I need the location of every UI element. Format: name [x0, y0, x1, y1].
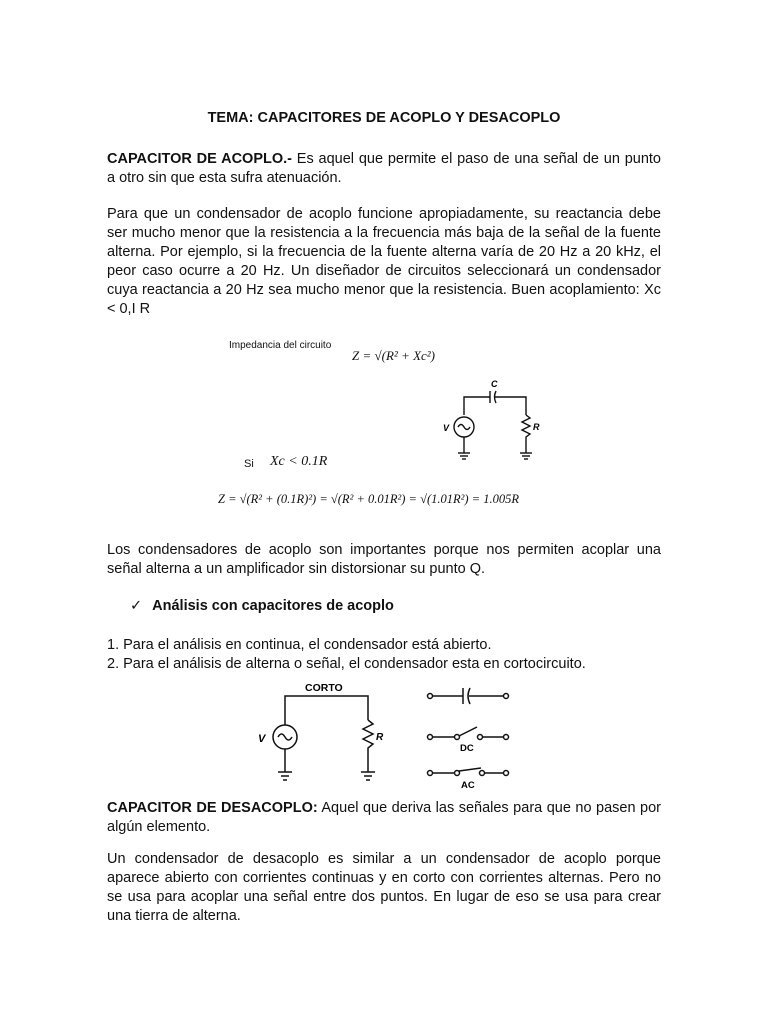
- analysis-heading-text: Análisis con capacitores de acoplo: [152, 598, 394, 614]
- source-label: V: [443, 423, 450, 433]
- corto-label: CORTO: [305, 682, 343, 694]
- ac-label: AC: [461, 780, 475, 791]
- impedance-label: Impedancia del circuito: [229, 340, 332, 351]
- resistor-r-label: R: [376, 732, 384, 743]
- desacoplo-definition: [107, 799, 661, 837]
- analysis-item-1: 1. Para el análisis en continua, el condensador está abierto.: [107, 637, 492, 653]
- source-v-label: V: [258, 733, 266, 745]
- desacoplo-paragraph: Un condensador de desacoplo es similar a un condensador de acoplo porque aparece abierto con corrientes continuas y en corto con corrientes alternas. Pero no se usa para acoplar una señal entre dos puntos. En lugar de eso se usa para crear una tierra de alterna.: [107, 851, 661, 924]
- result-formula: Z = √(R² + (0.1R)²) = √(R² + 0.01R²) = √(1.01R²) = 1.005R: [218, 492, 519, 506]
- acoplo-definition: [107, 150, 661, 188]
- capacitor-label: C: [491, 379, 498, 389]
- analysis-heading: [130, 598, 394, 614]
- desacoplo-heading: CAPACITOR DE DESACOPLO:: [107, 800, 318, 816]
- page-title: TEMA: CAPACITORES DE ACOPLO Y DESACOPLO: [207, 110, 561, 126]
- acoplo-heading: CAPACITOR DE ACOPLO.-: [107, 151, 292, 167]
- acoplo-paragraph: Para que un condensador de acoplo funcione apropiadamente, su reactancia debe ser mucho menor que la resistencia a la frecuencia más baja de la señal de la fuente alterna. Por ejemplo, si la frecuencia de la fuente alterna varía de 20 Hz a 20 kHz, el peor caso ocurre a 20 Hz. Un diseñador de circuitos seleccionará un condensador cuya reactancia a 20 Hz sea mucho menor que la resistencia. Buen acoplamiento: Xc < 0,I R: [107, 206, 661, 317]
- desacoplo-definition-text: Aquel que deriva las señales para que no pasen por algún elemento.: [107, 800, 662, 835]
- si-label: Si: [244, 458, 254, 470]
- analysis-item-2: 2. Para el análisis de alterna o señal, el condensador esta en cortocircuito.: [107, 656, 586, 672]
- q-point-paragraph: Los condensadores de acoplo son importantes porque nos permiten acoplar una señal alterna a un amplificador sin distorsionar su punto Q.: [107, 542, 661, 577]
- resistor-label: R: [533, 422, 540, 432]
- short-circuit-diagram: [255, 680, 525, 795]
- impedance-formula: Z = √(R² + Xc²): [352, 348, 436, 363]
- acoplo-definition-text: Es aquel que permite el paso de una señal de un punto a otro sin que esta sufra atenuación.: [107, 151, 661, 186]
- condition-formula: Xc < 0.1R: [270, 454, 328, 469]
- dc-label: DC: [460, 743, 474, 754]
- checkmark-icon: ✓: [130, 598, 143, 614]
- coupling-circuit-diagram: [430, 375, 550, 470]
